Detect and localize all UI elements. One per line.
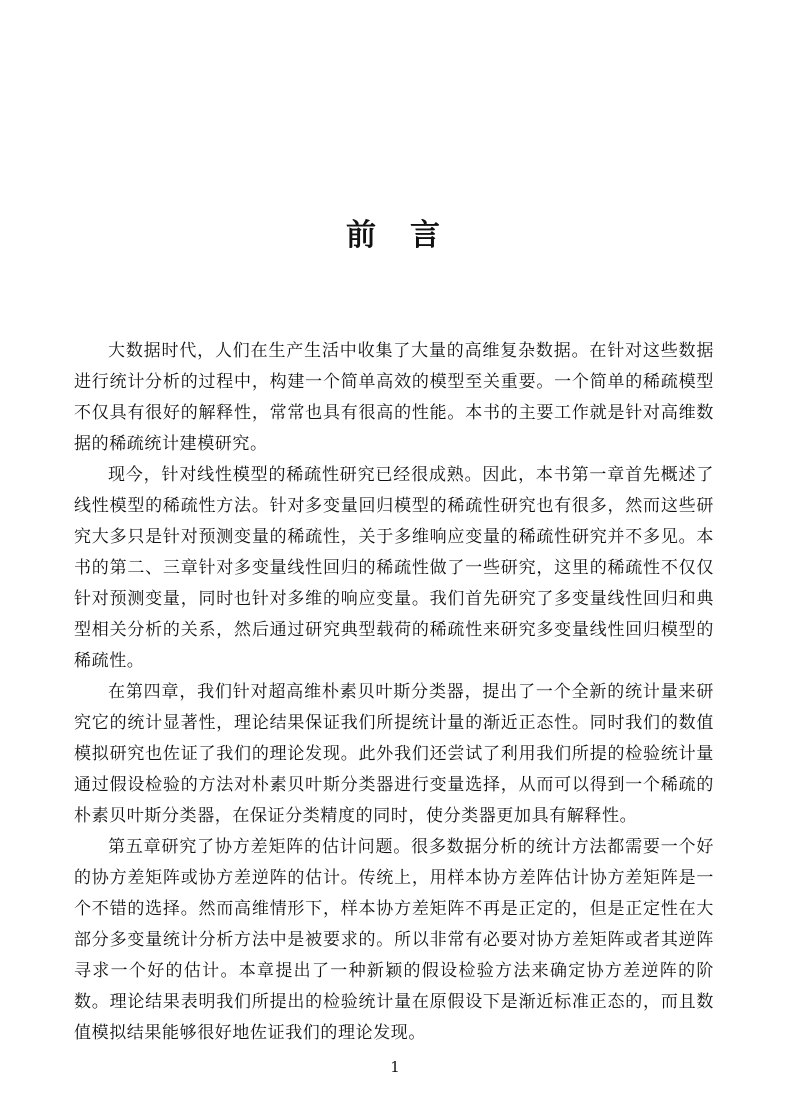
- paragraph-3: 在第四章，我们针对超高维朴素贝叶斯分类器，提出了一个全新的统计量来研究它的统计显著性，理论结果保证我们所提统计量的渐近正态性。同时我们的数值模拟研究也佐证了我们的理论发现。此外我们还尝试了利用我们所提的检验统计量通过假设检验的方法对朴素贝叶斯分类器进行变量选择，从而可以得到一个稀疏的朴素贝叶斯分类器，在保证分类精度的同时，使分类器更加具有解释性。: [74, 682, 714, 826]
- paragraph-4: 第五章研究了协方差矩阵的估计问题。很多数据分析的统计方法都需要一个好的协方差矩阵或协方差逆阵的估计。传统上，用样本协方差阵估计协方差矩阵是一个不错的选择。然而高维情形下，样本协方差矩阵不再是正定的，但是正定性在大部分多变量统计分析方法中是被要求的。所以非常有必要对协方差矩阵或者其逆阵寻求一个好的估计。本章提出了一种新颖的假设检验方法来确定协方差逆阵的阶数。理论结果表明我们所提出的检验统计量在原假设下是渐近标准正态的，而且数值模拟结果能够很好地佐证我们的理论发现。: [74, 837, 714, 1043]
- page-number: 1: [390, 1058, 400, 1076]
- title-char-1: 前: [346, 218, 380, 253]
- paragraph-1: 大数据时代，人们在生产生活中收集了大量的高维复杂数据。在针对这些数据进行统计分析的过程中，构建一个简单高效的模型至关重要。一个简单的稀疏模型不仅具有很好的解释性，常常也具有很高的性能。本书的主要工作就是针对高维数据的稀疏统计建模研究。: [74, 341, 714, 454]
- paragraph-2: 现今，针对线性模型的稀疏性研究已经很成熟。因此，本书第一章首先概述了线性模型的稀疏性方法。针对多变量回归模型的稀疏性研究也有很多，然而这些研究大多只是针对预测变量的稀疏性，关于多维响应变量的稀疏性研究并不多见。本书的第二、三章针对多变量线性回归的稀疏性做了一些研究，这里的稀疏性不仅仅针对预测变量，同时也针对多维的响应变量。我们首先研究了多变量线性回归和典型相关分析的关系，然后通过研究典型载荷的稀疏性来研究多变量线性回归模型的稀疏性。: [74, 465, 714, 671]
- preface-title: [0, 212, 790, 260]
- preface-body: [74, 336, 714, 1049]
- title-char-2: 言: [410, 218, 444, 253]
